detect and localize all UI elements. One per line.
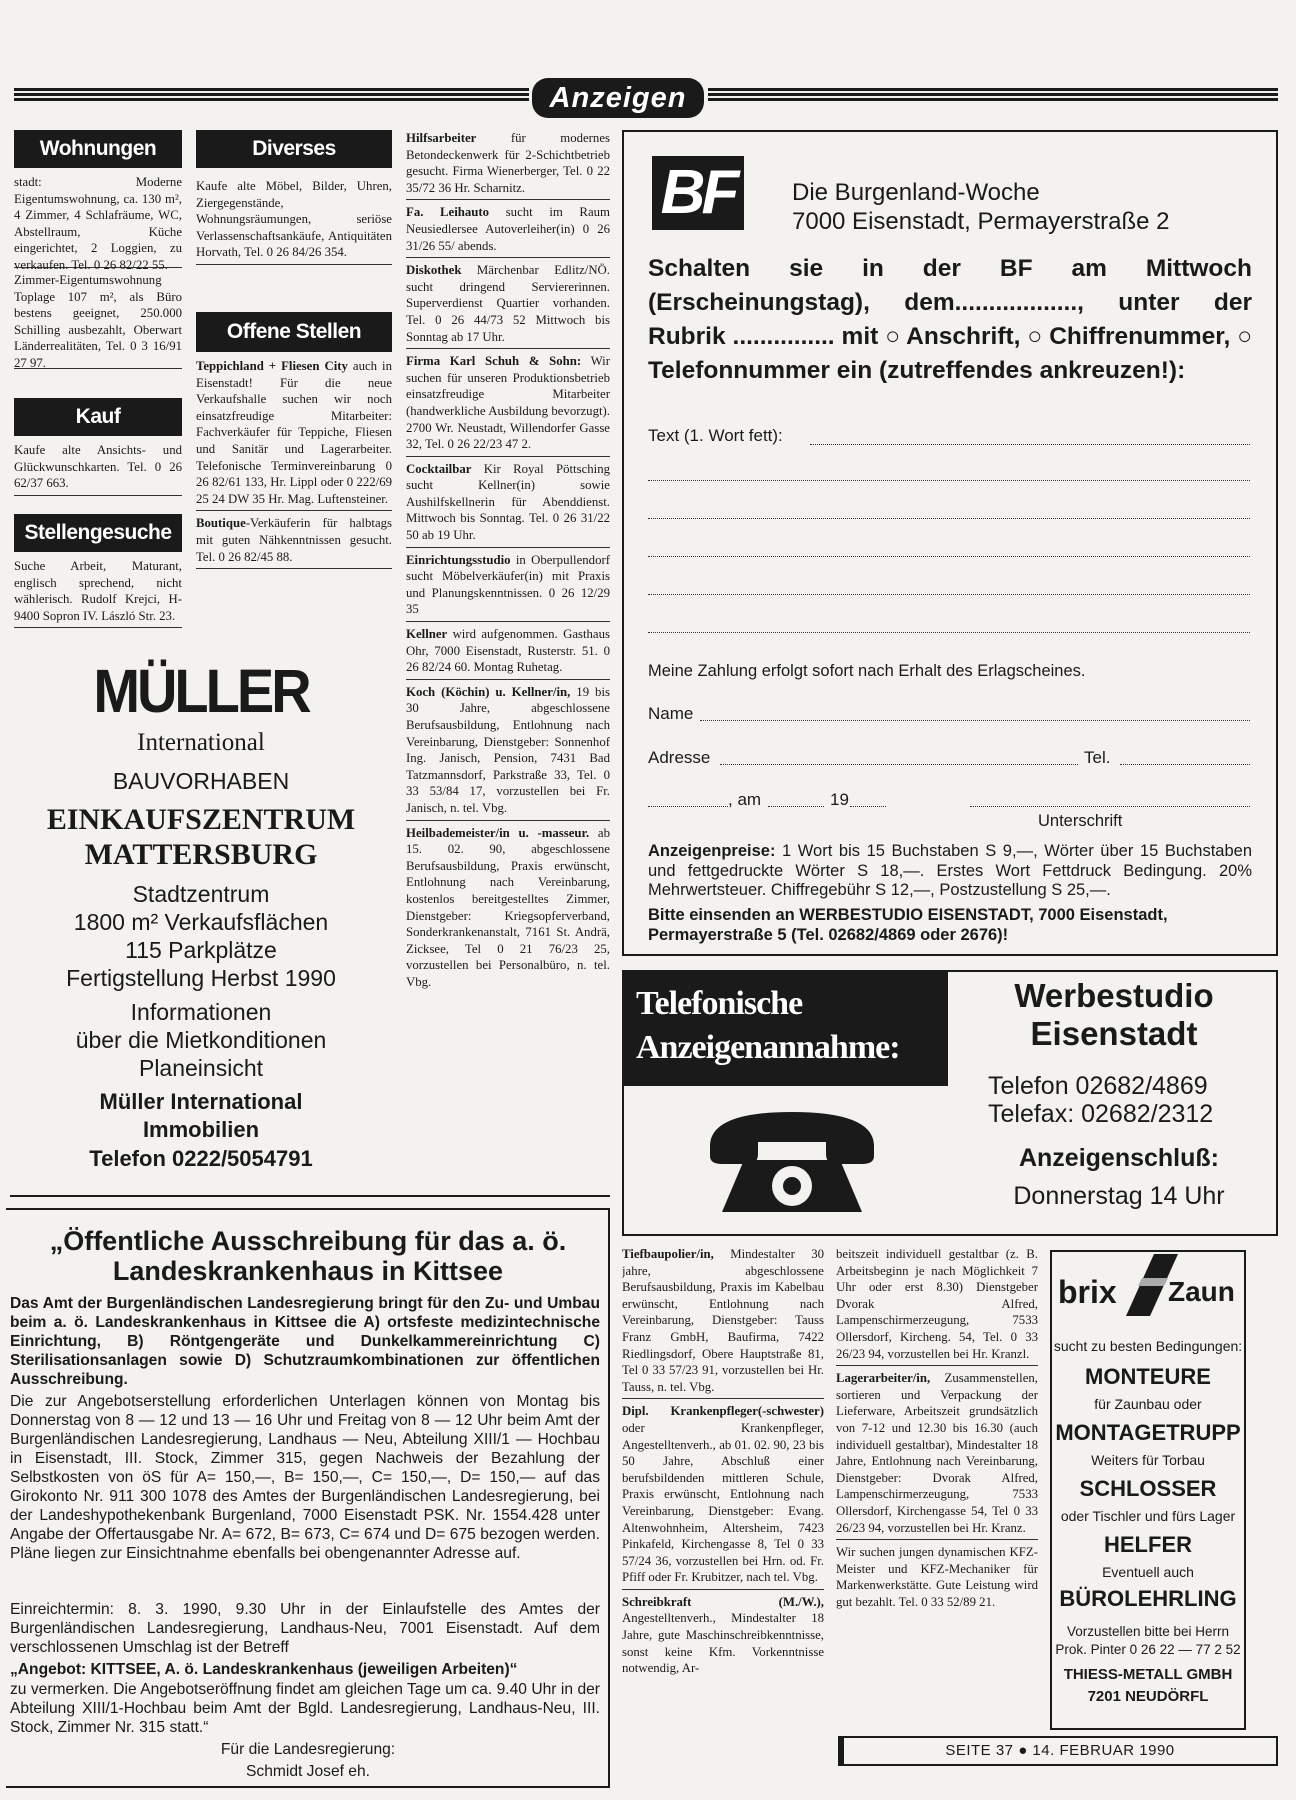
year-field[interactable] [850, 806, 886, 807]
ausschreibung-body-2: Einreichtermin: 8. 3. 1990, 9.30 Uhr in der Einlaufstelle des Amtes der Burgenländischen Landesregierung, Landhaus-Neu, 7001 Eisenstadt. Auf dem verschlossenen Umschlag ist der Betreff [10, 1601, 600, 1656]
text-field-line[interactable] [810, 444, 1250, 445]
muller-line: 115 Parkplätze [125, 937, 277, 963]
telefon-ad [622, 970, 1278, 1236]
offene-stellen-heading: Offene Stellen [196, 312, 392, 352]
muller-project-title: EINKAUFSZENTRUM [46, 803, 356, 836]
bf-name-label: Name [648, 704, 694, 723]
ausschreibung-title: „Öffentliche Ausschreibung für das a. ö. [49, 1226, 567, 1256]
brix-company: THIESS-METALL GMBH [1063, 1666, 1233, 1683]
muller-logo: MÜLLER [93, 655, 309, 726]
list-item: Kaufe alte Ansichts- und Glückwunschkarten. Tel. 0 26 62/37 663. [14, 442, 182, 496]
telefon-studio-2: Eisenstadt [1030, 1015, 1198, 1052]
list-item: Lagerarbeiter/in, Zusammenstellen, sortieren und Verpackung der Lieferware, Arbeitszeit grundsätzlich von 7-12 und 12.30 bis 16.30 (auch individuell gestaltbar), Mindestalter 18 Jahre, Entlohnung nach Vereinbarung, Dienstgeber: Dvorak Alfred, Lampenschirmerzeugung, 7533 Ollersdorf, Kirchengasse 54, Tel 0 33 26/23 94, vorzustellen bei Hr. Kranz. [836, 1370, 1038, 1540]
list-item: stadt: Moderne Eigentumswohnung, ca. 130 m², 4 Zimmer, 4 Schlafräume, WC, Abstellraum, Küche eingerichtet, 2 Loggien, zu verkaufen. Tel. 0 26 82/22 55. [14, 175, 182, 272]
telefon-phone: Telefon 02682/4869 [988, 1072, 1208, 1100]
muller-bottom-rule [10, 1195, 610, 1197]
list-item: Zimmer-Eigentumswohnung Toplage 107 m², als Büro bestens geeignet, 250.000 Schilling ausbezahlt, Oberwart Länderrealitäten, Tel. 0 3 16/91 27 97. [14, 273, 182, 370]
list-item: Boutique-Verkäuferin für halbtags mit guten Nähkenntnissen gesucht. Tel. 0 26 82/45 88. [196, 515, 392, 569]
telephone-icon [704, 1098, 880, 1220]
list-item: Koch (Köchin) u. Kellner/in, 19 bis 30 Jahre, abgeschlossene Berufsausbildung, Entlohnung nach Vereinbarung, Dienstgeber: Sonnenhof Ing. Janisch, Pension, 7431 Bad Tatzmannsdorf, Parkstraße 33, Tel. 0 33 53/84 17, vorzustellen bei Fr. Janisch, n. tel. Vbg. [406, 684, 610, 821]
bf-publisher-address: 7000 Eisenstadt, Permayerstraße 2 [792, 208, 1170, 235]
tel-field[interactable] [1120, 764, 1250, 765]
list-item: Hilfsarbeiter für modernes Betondeckenwerk für 2-Schichtbetrieb gesucht. Firma Wienerberger, Tel. 0 22 35/72 36 Hr. Scharnitz. [406, 130, 610, 200]
brix-job: MONTEURE [1085, 1364, 1211, 1389]
bf-address-label: Adresse [648, 748, 711, 767]
brix-contact: Vorzustellen bitte bei Herrn [1066, 1624, 1230, 1639]
bf-order-form [622, 130, 1278, 956]
muller-project-title-2: MATTERSBURG [84, 838, 318, 871]
brix-sub: für Zaunbau oder [1094, 1396, 1202, 1412]
brix-job: SCHLOSSER [1079, 1476, 1217, 1501]
ausschreibung-signature-name: Schmidt Josef eh. [246, 1763, 370, 1780]
text-field-line[interactable] [648, 632, 1250, 633]
bf-send-to: Bitte einsenden an WERBESTUDIO EISENSTADT, 7000 Eisenstadt, Permayerstraße 5 (Tel. 02682/4869 oder 2676)! [648, 906, 1168, 944]
muller-line: Fertigstellung Herbst 1990 [66, 965, 336, 991]
brix-job: MONTAGETRUPP [1055, 1420, 1241, 1445]
wohnungen-heading: Wohnungen [14, 130, 182, 168]
list-item: Heilbademeister/in u. -masseur. ab 15. 02. 90, abgeschlossene Berufsausbildung, Praxis erwünscht, Entlohnung nach Vereinbarung, kostenlos bereitgestelltes Zimmer, Dienstgeber: Kriegsopferverband, Sonderkrankenanstalt, 7161 St. Andrä, Zicksee, Tel 0 21 76/23 25, vorzustellen bei Personalbüro, n. tel. Vbg. [406, 825, 610, 989]
text-field-line[interactable] [648, 480, 1250, 481]
brix-intro: sucht zu besten Bedingungen: [1053, 1338, 1243, 1354]
list-item: Teppichland + Fliesen City auch in Eisenstadt! Für die neue Verkaufshalle suchen wir noch einsatzfreudige Mitarbeiter: Fachverkäufer für Teppiche, Fliesen und Sanitär und Lagerarbeiter. Telefonische Terminvereinbarung 0 26 82/61 133, Hr. Lippl oder 0 222/69 25 24 DW 35 Hr. Mag. Luftensteiner. [196, 358, 392, 511]
ausschreibung-title-2: Landeskrankenhaus in Kittsee [112, 1256, 504, 1286]
bf-text-label: Text (1. Wort fett): [648, 426, 783, 445]
muller-ad [10, 650, 392, 1190]
list-item: Schreibkraft (M./W.), Angestelltenverh., Mindestalter 18 Jahre, gute Maschinschreibkenntnisse, sonst keine Kfm. Vorkenntnisse notwendig, Ar- [622, 1594, 824, 1676]
ausschreibung-ad [6, 1208, 610, 1788]
brix-sub: Weiters für Torbau [1091, 1452, 1205, 1468]
telefon-studio: Werbestudio [1014, 977, 1214, 1014]
text-field-line[interactable] [648, 518, 1250, 519]
ausschreibung-subject: „Angebot: KITTSEE, A. ö. Landeskrankenhaus (jeweiligen Arbeiten)“ [10, 1661, 518, 1678]
list-item: Firma Karl Schuh & Sohn: Wir suchen für unseren Produktionsbetrieb einsatzfreudige Mitarbeiter (handwerkliche Ausbildung bevorzugt). 2700 Wr. Neustadt, Willendorfer Gasse 32, Tel. 0 26 22/23 47 2. [406, 353, 610, 457]
header-rule-right [708, 88, 1278, 102]
lower-column-1 [622, 1246, 824, 1788]
text-field-line[interactable] [648, 556, 1250, 557]
telefon-headline-2: Anzeigenannahme: [636, 1029, 900, 1066]
telefon-headline-block [624, 972, 948, 1086]
list-item: Cocktailbar Kir Royal Pöttsching sucht Kellner(in) sowie Aushilfskellnerin für Abenddienst. Mittwoch bis Sonntag. Tel. 0 26 31/22 50 ab 19 Uhr. [406, 461, 610, 548]
brix-contact-phone: Prok. Pinter 0 26 22 — 77 2 52 [1055, 1642, 1241, 1657]
muller-line: Informationen [130, 999, 272, 1025]
kauf-heading: Kauf [14, 398, 182, 436]
list-item: Tiefbaupolier/in, Mindestalter 30 jahre, abgeschlossene Berufsausbildung, Praxis im Kabelbau erwünscht, Entlohnung nach Vereinbarung, Dienstgeber: Tauss Franz GmbH, Baufirma, 7422 Riedlingsdorf, Obere Hauptstraße 81, Tel 0 33 57/23 91, vorzustellen bei Hr. Tauss, n. tel. Vbg. [622, 1246, 824, 1399]
muller-company: Immobilien [142, 1117, 260, 1142]
list-item: Wir suchen jungen dynamischen KFZ-Meister und KFZ-Mechaniker für Markenwerkstätte. Gute Leistung wird gut bezahlt. Tel. 0 33 52/89 21. [836, 1545, 1038, 1609]
bf-tel-label: Tel. [1084, 748, 1111, 767]
bf-logo: BF [652, 156, 744, 230]
section-title: Anzeigen [532, 78, 704, 118]
list-item: Fa. Leihauto sucht im Raum Neusiedlersee Autoverleiher(in) 0 26 31/26 55/ abends. [406, 204, 610, 258]
muller-project-label: BAUVORHABEN [112, 768, 290, 794]
muller-line: über die Mietkonditionen [75, 1027, 327, 1053]
bf-signature-label: Unterschrift [1038, 812, 1123, 830]
bf-date-label: , am [728, 790, 762, 809]
brix-logo-right: Zaun [1168, 1276, 1235, 1307]
telefon-deadline: Donnerstag 14 Uhr [1013, 1182, 1225, 1210]
list-item: Einrichtungsstudio in Oberpullendorf sucht Möbelverkäufer(in) mit Praxis und Planungskenntnissen. 0 26 12/29 35 [406, 552, 610, 622]
list-item: Diskothek Märchenbar Edlitz/NÖ. sucht dringend Serviererinnen. Superverdienst Quartier vorhanden. Tel. 0 26 44/73 52 Mittwoch bis Sonntag ab 17 Uhr. [406, 262, 610, 349]
list-item: Dipl. Krankenpfleger(-schwester) oder Krankenpfleger, Angestelltenverh., ab 01. 02. 90, 23 bis 50 Jahre, Abschluß einer berufsbildenden mittleren Schule, Praxis erwünscht, Entlohnung nach Vereinbarung, Dienstgeber: Evang. Altenwohnheim, Altersheim, 7423 Pinkafeld, Kirchengasse 8, Tel 0 33 57/24 36, vorzustellen bei Hrn. od. Fr. Pfiff oder Fr. Krubitzer, nach tel. Vbg. [622, 1403, 824, 1590]
brix-ad [1050, 1250, 1246, 1730]
kauf-ads [14, 442, 182, 500]
muller-line: 1800 m² Verkaufsflächen [73, 909, 329, 935]
bf-prices: Anzeigenpreise: 1 Wort bis 15 Buchstaben S 9,—, Wörter über 15 Buchstaben und fettgedruckte Wörter S 18,—. Erstes Wort Fettdruck Bedingung. 20% Mehrwertsteuer. Chiffregebühr S 12,—, Postzustellung S 25,—. [648, 842, 1252, 899]
ausschreibung-intro: Das Amt der Burgenländischen Landesregierung bringt für den Zu- und Umbau beim a. ö. Landeskrankenhaus in Kittsee die A) ortsfeste medizintechnische Einrichtung, B) Röntgengeräte und Dunkelkammereinrichtung C) Sterilisationsanlagen sowie D) Schutzraumkombinationen zur öffentlichen Ausschreibung. [10, 1295, 600, 1388]
muller-company: Müller International [99, 1089, 303, 1114]
diverses-ads [196, 178, 392, 269]
muller-line: Planeinsicht [138, 1055, 264, 1081]
brix-sub: oder Tischler und fürs Lager [1060, 1508, 1236, 1524]
address-field[interactable] [720, 764, 1078, 765]
muller-subtitle: International [137, 729, 265, 756]
telefon-fax: Telefax: 02682/2312 [988, 1100, 1214, 1128]
date-place-field[interactable] [648, 806, 728, 807]
telefon-headline: Telefonische [636, 985, 803, 1022]
ausschreibung-body: Die zur Angebotserstellung erforderlichen Unterlagen können von Montag bis Donnerstag von 8 — 12 und 13 — 16 Uhr und Freitag von 8 — 12 Uhr beim Amt der Burgenländischen Landesregierung, Landhaus — Neu, Abteilung XIII/1 — Hochbau in Eisenstadt, III. Stock, Zimmer 315, gegen Nachweis der Bezahlung der Selbstkosten von öS für A= 150,—, B= 150,—, C= 150,—, D= 150,— auf das Girokonto Nr. 911 300 1078 des Amtes der Burgenländischen Landesregierung, bei der Landeshypothekenbank Burgenland, 7000 Eisenstadt PSK. Nr. 1554.428 unter Angabe der Offertausgabe Nr. A= 672, B= 673, C= 674 und D= 675 bezogen werden. Pläne liegen zur Einsichtnahme ebenfalls bei obengenannter Adresse auf. [10, 1393, 600, 1562]
ausschreibung-body-3: zu vermerken. Die Angebotseröffnung findet am gleichen Tage um ca. 9.40 Uhr in der Abteilung XIII/1-Hochbau beim Amt der Bgld. Landesregierung, Landhaus-Neu, III. Stock, Zimmer Nr. 315 statt.“ [10, 1681, 600, 1736]
offene-stellen-ads [196, 358, 392, 573]
lower-column-2 [836, 1246, 1038, 1766]
header-rule-left [14, 88, 529, 102]
text-field-line[interactable] [648, 594, 1250, 595]
ausschreibung-signature: Für die Landesregierung: [220, 1741, 396, 1758]
page-footer: SEITE 37 ● 14. FEBRUAR 1990 [838, 1736, 1278, 1766]
column3-ads [406, 130, 610, 1190]
muller-line: Stadtzentrum [132, 881, 270, 907]
list-item: beitszeit individuell gestaltbar (z. B. Arbeitsbeginn je nach Möglichkeit 7 Uhr oder erst 8.30) Dienstgeber Dvorak Alfred, Lampenschirmerzeugung, 7533 Ollersdorf, Kircheng. 54, Tel. 0 33 26/23 94, vorzustellen bei Hr. Kranzl. [836, 1246, 1038, 1366]
muller-phone: Telefon 0222/5054791 [89, 1146, 313, 1171]
bf-instructions: Schalten sie in der BF am Mittwoch (Erscheinungstag), dem.................., unter der Rubrik ............... mit ○ Anschrift, ○ Chiffrenummer, ○ Telefonnummer ein (zutreffendes ankreuzen!): [648, 255, 1252, 384]
list-item: Kellner wird aufgenommen. Gasthaus Ohr, 7000 Eisenstadt, Rusterstr. 51. 0 26 82/24 60. Montag Ruhetag. [406, 626, 610, 680]
bf-publisher: Die Burgenland-Woche [792, 179, 1040, 206]
brix-job: BÜROLEHRLING [1059, 1586, 1237, 1611]
stellengesuche-heading: Stellengesuche [14, 514, 182, 552]
list-item: Suche Arbeit, Maturant, englisch sprechend, nicht wählerisch. Rudolf Krejci, H-9400 Sopron IV. László Str. 23. [14, 558, 182, 628]
wohnungen-ads [14, 174, 182, 373]
date-field[interactable] [768, 806, 824, 807]
brix-job: HELFER [1104, 1532, 1192, 1557]
telefon-deadline-label: Anzeigenschluß: [1018, 1144, 1219, 1172]
brix-logo-left: brix [1058, 1274, 1117, 1310]
list-item: Kaufe alte Möbel, Bilder, Uhren, Ziergegenstände, Wohnungsräumungen, seriöse Verlassenschaftsankäufe, Antiquitäten Horvath, Tel. 0 26 84/26 354. [196, 178, 392, 265]
signature-field[interactable] [970, 806, 1250, 807]
bf-year-label: 19 [830, 790, 849, 809]
stellengesuche-ads [14, 558, 182, 632]
brix-sub: Eventuell auch [1102, 1564, 1194, 1580]
bf-payment-note: Meine Zahlung erfolgt sofort nach Erhalt des Erlagscheines. [648, 662, 1086, 680]
name-field[interactable] [700, 720, 1250, 721]
brix-logo [1052, 1270, 1244, 1314]
brix-company-city: 7201 NEUDÖRFL [1087, 1688, 1209, 1705]
diverses-heading: Diverses [196, 130, 392, 168]
